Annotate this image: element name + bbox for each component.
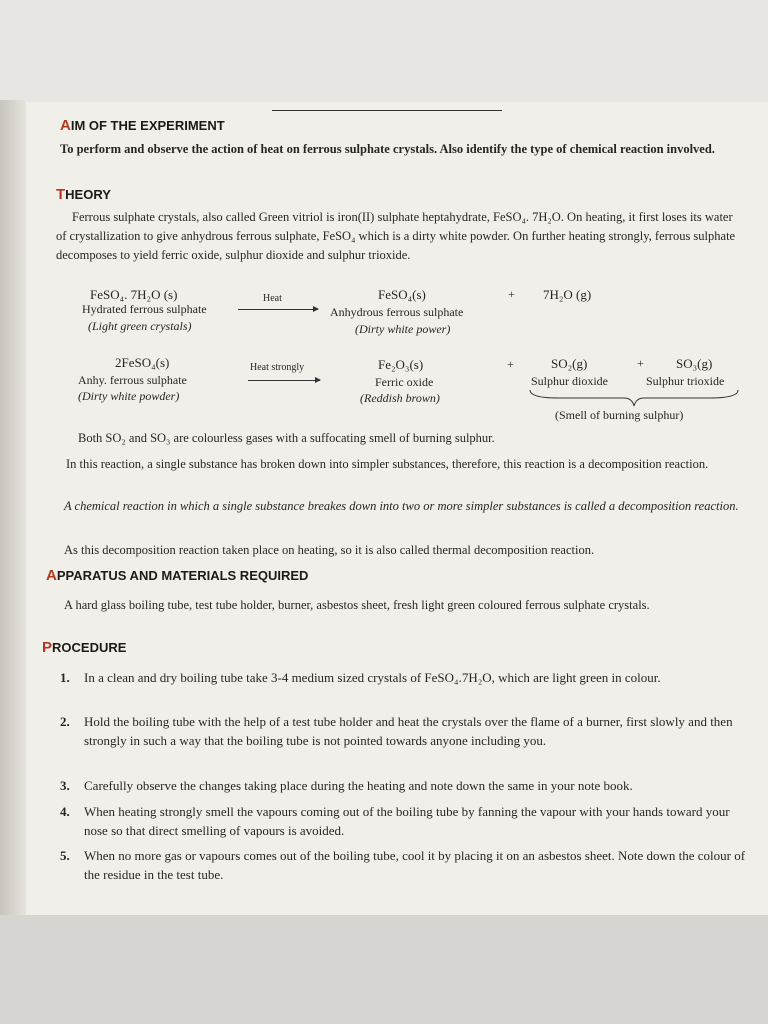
procedure-step: 1. In a clean and dry boiling tube take 3-4 medium sized crystals of FeSO₄.7H₂O, which are light green in colour. [60, 670, 661, 685]
brace-underline [528, 388, 740, 408]
eq2-product1-name: Ferric oxide [375, 375, 434, 389]
both-gases-text: Both SO₂ and SO₃ are colourless gases with a suffocating smell of burning sulphur. [78, 431, 495, 445]
eq2-plus-2: + [637, 356, 644, 370]
eq1-product1-desc: (Dirty white power) [355, 322, 451, 336]
procedure-heading: PROCEDURE [42, 639, 127, 656]
eq2-condition: Heat strongly [250, 362, 305, 373]
eq1-product1-formula: FeSO₄(s) [378, 287, 426, 302]
eq1-condition: Heat [263, 293, 282, 304]
eq2-brace-note: (Smell of burning sulphur) [555, 408, 684, 422]
bottom-margin [0, 915, 768, 1024]
eq1-reactant-name: Hydrated ferrous sulphate [82, 302, 207, 316]
eq2-plus-1: + [507, 357, 514, 371]
top-margin [0, 0, 768, 102]
eq2-reactant-desc: (Dirty white powder) [78, 389, 180, 403]
eq1-product1-name: Anhydrous ferrous sulphate [330, 305, 464, 319]
eq1-plus: + [508, 287, 515, 301]
left-gutter [0, 100, 26, 915]
eq2-product2-formula: SO₂(g) [551, 356, 588, 371]
eq1-product2-formula: 7H₂O (g) [543, 287, 592, 302]
theory-paragraph: Ferrous sulphate crystals, also called Green vitriol is iron(II) sulphate heptahydrate, FeSO₄. 7H₂O. On heating, it first loses its water of crystallization to give anhydrous ferrous sulphate, FeSO₄ which is a dirty white powder. On further heating strongly, ferrous sulphate decomposes to yield ferric oxide, sulphur dioxide and sulphur trioxide. [56, 210, 736, 262]
eq2-product2-name: Sulphur dioxide [531, 374, 608, 388]
header-rule [272, 110, 502, 111]
eq2-reactant-name: Anhy. ferrous sulphate [78, 373, 187, 387]
decomposition-text: In this reaction, a single substance has broken down into simpler substances, therefore, this reaction is a decomposition reaction. [66, 457, 709, 471]
procedure-step: 3. Carefully observe the changes taking place during the heating and note down the same in your note book. [60, 778, 633, 793]
eq2-reactant-formula: 2FeSO₄(s) [115, 355, 170, 370]
eq1-reactant-desc: (Light green crystals) [88, 319, 192, 333]
apparatus-heading: APPARATUS AND MATERIALS REQUIRED [46, 567, 309, 584]
procedure-step: 4. When heating strongly smell the vapours coming out of the boiling tube by fanning the vapour with your hands toward your nose so that direct smelling of vapours is avoided. [60, 804, 730, 838]
theory-heading: THEORY [56, 186, 111, 203]
procedure-step: 2. Hold the boiling tube with the help of a test tube holder and heat the crystals over the flame of a burner, first slowly and then strongly in such a way that the boiling tube is not pointed towards anyone including you. [60, 714, 733, 748]
eq2-arrow [248, 380, 320, 381]
procedure-step: 5. When no more gas or vapours comes out of the boiling tube, cool it by placing it on an asbestos sheet. Note down the colour of the residue in the test tube. [60, 848, 746, 882]
apparatus-text: A hard glass boiling tube, test tube holder, burner, asbestos sheet, fresh light green coloured ferrous sulphate crystals. [64, 598, 650, 612]
eq2-product3-formula: SO₃(g) [676, 356, 713, 371]
eq2-product1-formula: Fe₂O₃(s) [378, 357, 424, 372]
thermal-text: As this decomposition reaction taken place on heating, so it is also called thermal decomposition reaction. [64, 543, 595, 557]
eq2-product1-desc: (Reddish brown) [360, 391, 440, 405]
eq2-product3-name: Sulphur trioxide [646, 374, 725, 388]
aim-text: To perform and observe the action of heat on ferrous sulphate crystals. Also identify the type of chemical reaction involved. [60, 142, 715, 156]
aim-heading: AIM OF THE EXPERIMENT [60, 117, 225, 134]
eq1-arrow [238, 309, 318, 310]
eq1-reactant-formula: FeSO₄. 7H₂O (s) [90, 287, 178, 302]
definition-text: A chemical reaction in which a single substance breakes down into two or more simpler substances is called a decomposition reaction. [64, 499, 739, 513]
